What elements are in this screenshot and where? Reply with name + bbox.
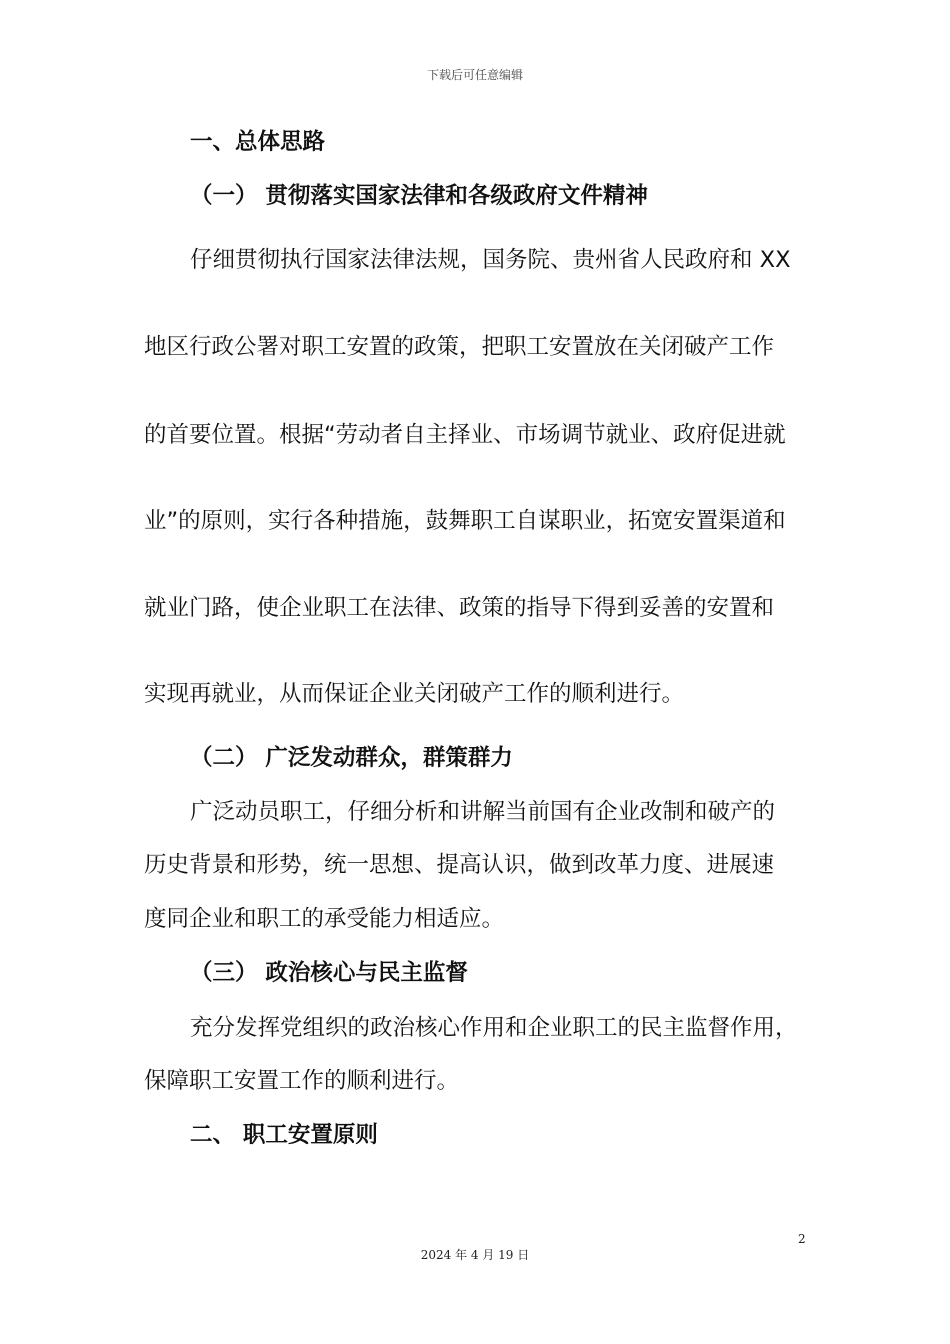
header-note: 下载后可任意编辑 [426, 68, 523, 82]
paragraph-1-line: 就业门路，使企业职工在法律、政策的指导下得到妥善的安置和 [144, 595, 775, 621]
page-number: 2 [798, 1232, 806, 1246]
paragraph-3-line: 充分发挥党组织的政治核心作用和企业职工的民主监督作用， [190, 1015, 798, 1041]
paragraph-3-line: 保障职工安置工作的顺利进行。 [144, 1068, 460, 1094]
paragraph-1-line: 的首要位置。根据“劳动者自主择业、市场调节就业、政府促进就 [144, 422, 786, 448]
section-heading-1: 一、总体思路 [190, 129, 326, 155]
subsection-heading-2: （二） 广泛发动群众，群策群力 [190, 745, 513, 771]
paragraph-1-line: 实现再就业，从而保证企业关闭破产工作的顺利进行。 [144, 681, 685, 707]
paragraph-2-line: 广泛动员职工，仔细分析和讲解当前国有企业改制和破产的 [190, 799, 776, 825]
paragraph-1-line: 仔细贯彻执行国家法律法规，国务院、贵州省人民政府和 XX [190, 247, 791, 273]
footer-date: 2024 年 4 月 19 日 [420, 1248, 530, 1262]
paragraph-1-line: 业”的原则，实行各种措施，鼓舞职工自谋职业，拓宽安置渠道和 [144, 508, 786, 534]
paragraph-1-line: 地区行政公署对职工安置的政策，把职工安置放在关闭破产工作 [144, 334, 775, 360]
section-heading-2: 二、 职工安置原则 [190, 1122, 378, 1148]
subsection-heading-3: （三） 政治核心与民主监督 [190, 960, 468, 986]
subsection-heading-1: （一） 贯彻落实国家法律和各级政府文件精神 [190, 183, 648, 209]
paragraph-2-line: 历史背景和形势，统一思想、提高认识，做到改革力度、进展速 [144, 852, 775, 878]
paragraph-2-line: 度同企业和职工的承受能力相适应。 [144, 906, 505, 932]
